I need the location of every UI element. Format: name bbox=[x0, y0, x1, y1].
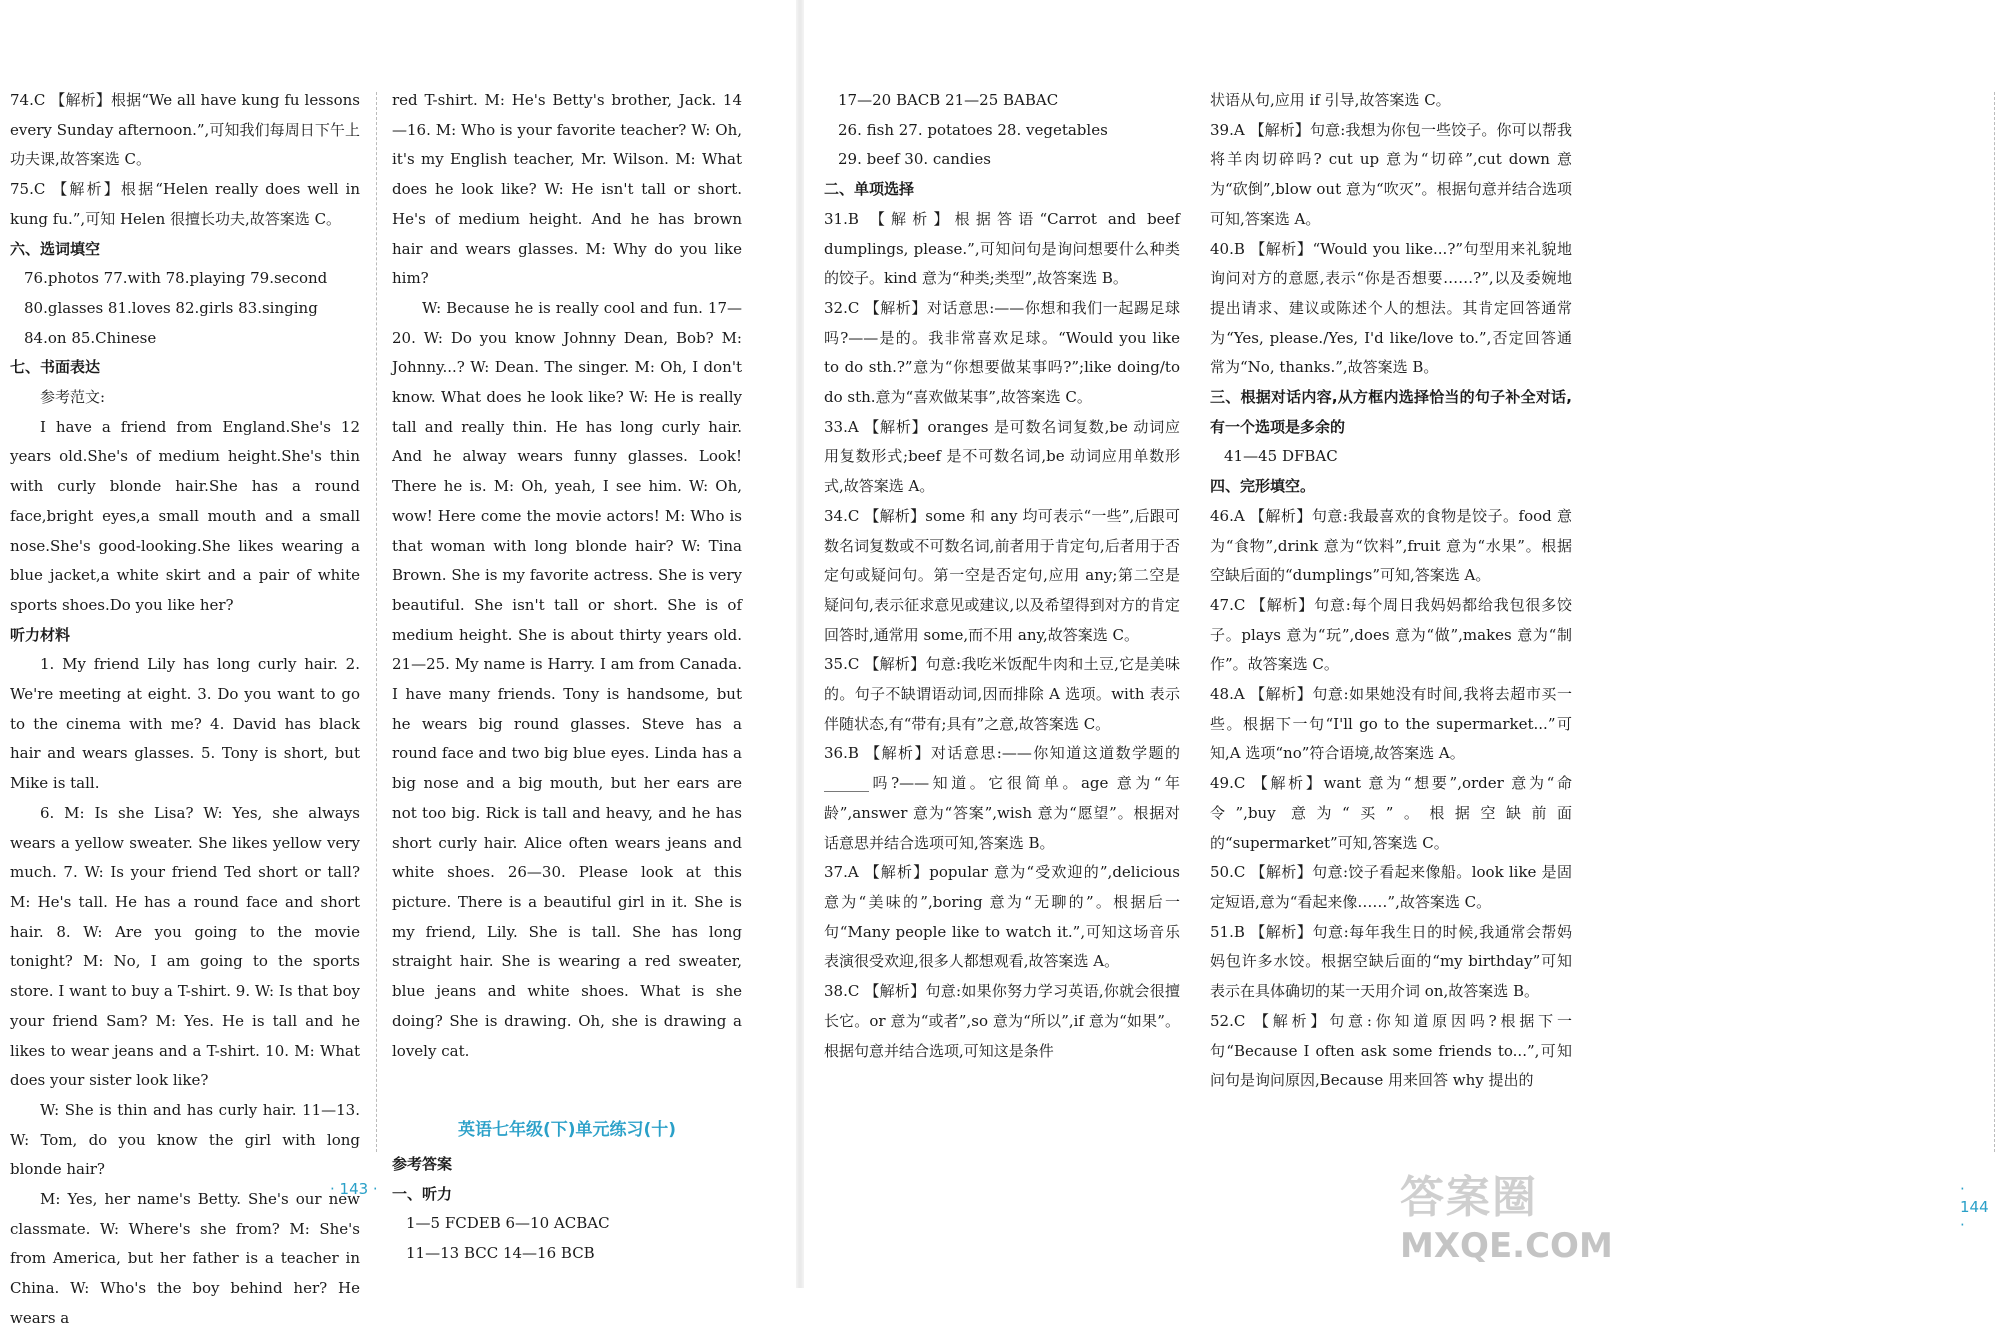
text-paragraph: 26. fish 27. potatoes 28. vegetables bbox=[838, 120, 1108, 139]
page-number-left: · 143 · bbox=[330, 1180, 378, 1198]
text-paragraph: 49.C 【解析】want 意为“想要”,order 意为“命令”,buy 意为“买”。根据空缺前面的“supermarket”可知,答案选 C。 bbox=[1210, 774, 1572, 852]
section-heading: 英语七年级(下)单元练习(十) bbox=[457, 1120, 677, 1141]
section-heading: 六、选词填空 bbox=[10, 239, 101, 258]
text-paragraph: 46.A 【解析】句意:我最喜欢的食物是饺子。food 意为“食物”,drink 意为“饮料”,fruit 意为“水果”。根据空缺后面的“dumplings”可知,答案选 A。 bbox=[1210, 506, 1572, 585]
text-paragraph: 11—13 BCC 14—16 BCB bbox=[406, 1244, 595, 1263]
text-paragraph: I have a friend from England.She's 12 years old.She's of medium height.She's thin with curly blonde hair.She has a round face,bright eyes,a small mouth and a small nose.She's good-looking.She likes wearing a blue jacket,a white skirt and a pair of white sports shoes.Do you like her? bbox=[10, 417, 360, 614]
text-paragraph: 84.on 85.Chinese bbox=[24, 328, 157, 347]
text-paragraph: 41—45 DFBAC bbox=[1224, 447, 1338, 466]
text-paragraph: 36.B 【解析】对话意思:——你知道这道数学题的______吗?——知道。它很简单。age 意为“年龄”,answer 意为“答案”,wish 意为“愿望”。根据对话意思并结合选项可知,答案选 B。 bbox=[824, 744, 1180, 852]
right-page bbox=[800, 0, 1989, 1288]
text-paragraph: 39.A 【解析】句意:我想为你包一些饺子。你可以帮我将羊肉切碎吗? cut up 意为“切碎”,cut down 意为“砍倒”,blow out 意为“吹灭”。根据句意并结合选项可知,答案选 A。 bbox=[1210, 120, 1572, 228]
text-paragraph: 32.C 【解析】对话意思:——你想和我们一起踢足球吗?——是的。我非常喜欢足球。“Would you like to do sth.?”意为“你想要做某事吗?”;like doing/to do sth.意为“喜欢做某事”,故答案选 C。 bbox=[824, 298, 1180, 407]
section-heading: 四、完形填空。 bbox=[1210, 477, 1316, 496]
text-paragraph: 47.C 【解析】句意:每个周日我妈妈都给我包很多饺子。plays 意为“玩”,does 意为“做”,makes 意为“制作”。故答案选 C。 bbox=[1210, 595, 1572, 674]
watermark-bottom-text: MXQE.COM bbox=[1400, 1226, 1613, 1266]
text-paragraph: 50.C 【解析】句意:饺子看起来像船。look like 是固定短语,意为“看起来像……”,故答案选 C。 bbox=[1210, 863, 1572, 911]
text-paragraph: 34.C 【解析】some 和 any 均可表示“一些”,后跟可数名词复数或不可数名词,前者用于肯定句,后者用于否定句或疑问句。第一空是否定句,应用 any;第二空是疑问句,表示征求意见或建议,以及希望得到对方的肯定回答时,通常用 some,而不用 any,故答案选 C。 bbox=[824, 506, 1180, 644]
text-paragraph: red T-shirt. M: He's Betty's brother, Jack. 14—16. M: Who is your favorite teacher? W: Oh, it's my English teacher, Mr. Wilson. M: What does he look like? W: He isn't tall or short. He's of medium height. And he has brown hair and wears glasses. M: Why do you like him? bbox=[392, 91, 742, 288]
section-heading: 七、书面表达 bbox=[10, 358, 101, 377]
text-paragraph: 35.C 【解析】句意:我吃米饭配牛肉和土豆,它是美味的。句子不缺谓语动词,因而排除 A 选项。with 表示伴随状态,有“带有;具有”之意,故答案选 C。 bbox=[824, 655, 1180, 733]
right-column-1 bbox=[824, 86, 1180, 1066]
text-paragraph: 76.photos 77.with 78.playing 79.second bbox=[24, 269, 328, 288]
section-heading: 听力材料 bbox=[10, 625, 71, 644]
text-paragraph: W: Because he is really cool and fun. 17—20. W: Do you know Johnny Dean, Bob? M: Johnny...? W: Dean. The singer. M: Oh, I don't know. What does he look like? W: He is really tall and really thin. He has long curly hair. And he alway wears funny glasses. Look! There he is. M: Oh, yeah, I see him. W: Oh, wow! Here come the movie actors! M: Who is that woman with long blonde hair? W: Tina Brown. She is my favorite actress. She is very beautiful. She isn't tall or short. She is of medium height. She is about thirty years old. 21—25. My name is Harry. I am from Canada. I have many friends. Tony is handsome, but he wears big round glasses. Steve has a round face and two big blue eyes. Linda has a big nose and a big mouth, but her ears are not too big. Rick is tall and heavy, and he has short curly hair. Alice often wears jeans and white shoes. 26—30. Please look at this picture. There is a beautiful girl in it. She is my friend, Lily. She is tall. She has long straight hair. She is wearing a red sweater, blue jeans and white shoes. What is she doing? She is drawing. Oh, she is drawing a lovely cat. bbox=[392, 298, 742, 1060]
text-paragraph: 1. My friend Lily has long curly hair. 2. We're meeting at eight. 3. Do you want to go to the cinema with me? 4. David has black hair and wears glasses. 5. Tony is short, but Mike is tall. bbox=[10, 655, 360, 793]
section-heading: 一、听力 bbox=[392, 1184, 453, 1203]
column-divider bbox=[376, 92, 378, 1152]
text-paragraph: 52.C 【解析】句意:你知道原因吗?根据下一句“Because I often ask some friends to...”,可知问句是询问原因,Because 用来回答 why 提出的 bbox=[1210, 1011, 1572, 1090]
section-heading: 三、根据对话内容,从方框内选择恰当的句子补全对话,有一个选项是多余的 bbox=[1210, 388, 1572, 436]
text-paragraph: 80.glasses 81.loves 82.girls 83.singing bbox=[24, 298, 318, 317]
text-paragraph: 31.B 【解析】根据答语“Carrot and beef dumplings, please.”,可知问句是询问想要什么种类的饺子。kind 意为“种类;类型”,故答案选 B。 bbox=[824, 209, 1180, 288]
text-paragraph: 40.B 【解析】“Would you like...?”句型用来礼貌地询问对方的意愿,表示“你是否想要……?”,以及委婉地提出请求、建议或陈述个人的想法。其肯定回答通常为“Yes, please./Yes, I'd like/love to.”,否定回答通常为“No, thanks.”,故答案选 B。 bbox=[1210, 239, 1572, 377]
text-paragraph: 51.B 【解析】句意:每年我生日的时候,我通常会帮妈妈包许多水饺。根据空缺后面的“my birthday”可知表示在具体确切的某一天用介词 on,故答案选 B。 bbox=[1210, 922, 1572, 1001]
left-page bbox=[0, 0, 800, 1327]
text-paragraph: W: She is thin and has curly hair. 11—13. W: Tom, do you know the girl with long blonde hair? bbox=[10, 1100, 360, 1179]
section-heading: 二、单项选择 bbox=[824, 180, 915, 199]
text-paragraph: 6. M: Is she Lisa? W: Yes, she always wears a yellow sweater. She likes yellow very much. 7. W: Is your friend Ted short or tall? M: He's tall. He has a round face and short hair. 8. W: Are you going to the movie tonight? M: No, I am going to the sports store. I want to buy a T-shirt. 9. W: Is that boy your friend Sam? M: Yes. He is tall and he likes to wear jeans and a T-shirt. 10. M: What does your sister look like? bbox=[10, 803, 360, 1090]
text-paragraph: 1—5 FCDEB 6—10 ACBAC bbox=[406, 1214, 610, 1233]
text-paragraph: 29. beef 30. candies bbox=[838, 150, 991, 169]
left-column-2 bbox=[392, 86, 742, 1269]
text-paragraph: 33.A 【解析】oranges 是可数名词复数,be 动词应用复数形式;beef 是不可数名词,be 动词应用单数形式,故答案选 A。 bbox=[824, 417, 1180, 496]
text-paragraph: 75.C 【解析】根据“Helen really does well in kung fu.”,可知 Helen 很擅长功夫,故答案选 C。 bbox=[10, 180, 360, 228]
watermark-logo bbox=[1400, 1170, 1613, 1280]
page-number-right: · 144 · bbox=[1960, 1180, 1989, 1234]
text-paragraph: 状语从句,应用 if 引导,故答案选 C。 bbox=[1210, 91, 1451, 109]
text-paragraph: 38.C 【解析】句意:如果你努力学习英语,你就会很擅长它。or 意为“或者”,so 意为“所以”,if 意为“如果”。根据句意并结合选项,可知这是条件 bbox=[824, 982, 1180, 1060]
right-column-2 bbox=[1210, 86, 1572, 1096]
text-paragraph: 48.A 【解析】句意:如果她没有时间,我将去超市买一些。根据下一句“I'll go to the supermarket...”可知,A 选项“no”符合语境,故答案选 A。 bbox=[1210, 685, 1572, 763]
text-paragraph: 参考范文: bbox=[40, 388, 106, 407]
text-paragraph: M: Yes, her name's Betty. She's our new classmate. W: Where's she from? M: She's from America, but her father is a teacher in China. W: Who's the boy behind her? He wears a bbox=[10, 1190, 360, 1327]
watermark-top-text: 答案圈 bbox=[1400, 1172, 1538, 1223]
text-paragraph: 37.A 【解析】popular 意为“受欢迎的”,delicious 意为“美味的”,boring 意为“无聊的”。根据后一句“Many people like to watch it.”,可知这场音乐表演很受欢迎,很多人都想观看,故答案选 A。 bbox=[824, 863, 1180, 971]
left-column-1 bbox=[10, 86, 360, 1334]
section-heading: 参考答案 bbox=[392, 1154, 453, 1173]
text-paragraph: 17—20 BACB 21—25 BABAC bbox=[838, 91, 1059, 109]
text-paragraph: 74.C 【解析】根据“We all have kung fu lessons every Sunday afternoon.”,可知我们每周日下午上功夫课,故答案选 C。 bbox=[10, 91, 360, 169]
